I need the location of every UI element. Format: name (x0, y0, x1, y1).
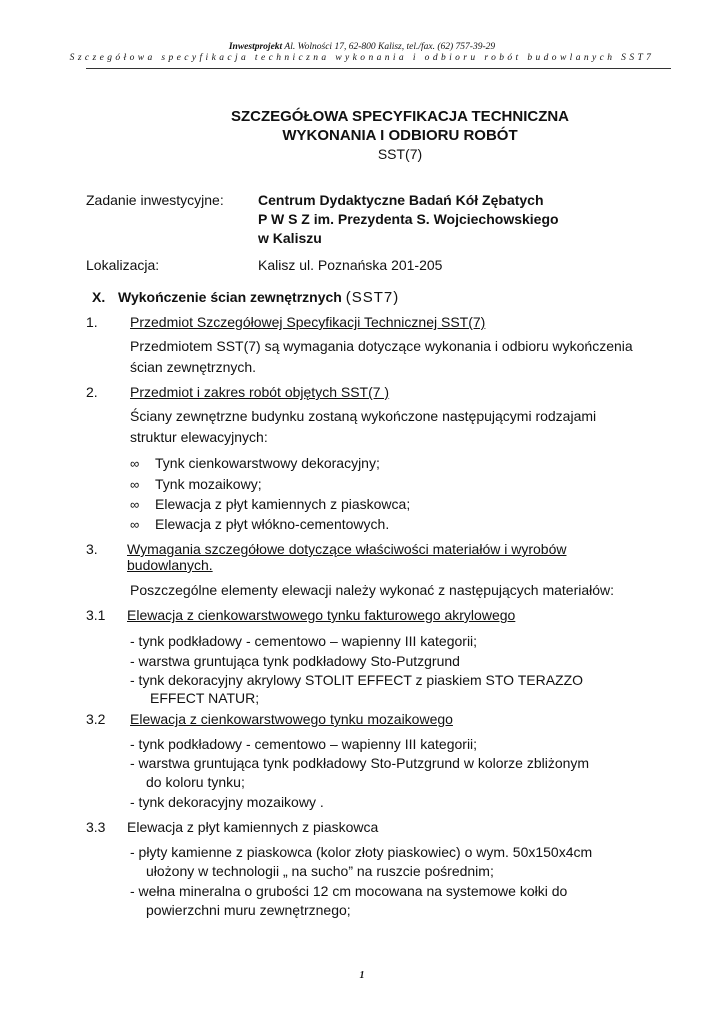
investment-label: Zadanie inwestycyjne: (86, 192, 224, 208)
location-label: Lokalizacja: (86, 257, 160, 273)
s33-item-1-cont: ułożony w technologii „ na sucho” na ruszcie pośrednim; (146, 863, 494, 879)
s2-bullet-3: Elewacja z płyt kamiennych z piaskowca; (155, 496, 411, 512)
s3-body: Poszczególne elementy elewacji należy wykonać z następujących materiałów: (130, 582, 615, 598)
s2-body-2: struktur elewacyjnych: (130, 429, 268, 445)
s2-body-1: Ściany zewnętrzne budynku zostaną wykończone następującymi rodzajami (130, 408, 597, 424)
bullet-infinity-icon: ∞ (130, 517, 140, 532)
s33-item-2-cont: powierzchni muru zewnętrznego; (146, 902, 351, 918)
s32-item-1: - tynk podkładowy - cementowo – wapienny III kategorii; (130, 736, 478, 752)
company-name: Inwestprojekt (228, 42, 283, 52)
s1-heading: Przedmiot Szczegółowej Specyfikacji Technicznej SST(7) (130, 314, 486, 330)
location-value: Kalisz ul. Poznańska 201-205 (258, 257, 443, 273)
s3-heading-2: budowlanych. (127, 557, 213, 573)
bullet-infinity-icon: ∞ (130, 456, 140, 471)
section-number: X. (92, 289, 106, 305)
s31-heading: Elewacja z cienkowarstwowego tynku fakturowego akrylowego (127, 607, 516, 623)
s3-heading-1: Wymagania szczegółowe dotyczące właściwości materiałów i wyrobów (127, 541, 567, 557)
investment-line-3: w Kaliszu (258, 230, 322, 246)
running-title: Szczegółowa specyfikacja techniczna wykonania i odbioru robót budowlanych SST7 (69, 53, 655, 63)
s2-number: 2. (86, 384, 98, 400)
investment-line-2: P W S Z im. Prezydenta S. Wojciechowskiego (258, 211, 559, 227)
title-line-2: WYKONANIA I ODBIORU ROBÓT (282, 127, 518, 144)
s3-number: 3. (86, 541, 98, 557)
s2-bullet-4: Elewacja z płyt włókno-cementowych. (155, 516, 390, 532)
s31-item-1: - tynk podkładowy - cementowo – wapienny III kategorii; (130, 633, 478, 649)
document-header (0, 42, 724, 52)
s1-body-1: Przedmiotem SST(7) są wymagania dotyczące wykonania i odbioru wykończenia (130, 338, 633, 354)
s2-heading: Przedmiot i zakres robót objętych SST(7 ) (130, 384, 390, 400)
s1-number: 1. (86, 314, 98, 330)
header-divider (86, 68, 671, 69)
s33-item-1: - płyty kamienne z piaskowca (kolor złoty piaskowiec) o wym. 50x150x4cm (130, 844, 593, 860)
page-number: 1 (359, 970, 365, 981)
s33-item-2: - wełna mineralna o grubości 12 cm mocowana na systemowe kołki do (130, 883, 568, 899)
bullet-infinity-icon: ∞ (130, 497, 140, 512)
section-title-text: Wykończenie ścian zewnętrznych (118, 289, 342, 305)
company-address: Al. Wolności 17, 62-800 Kalisz, tel./fax. (62) 757-39-29 (284, 42, 496, 52)
section-code: (SST7) (345, 289, 400, 306)
s31-item-3: - tynk dekoracyjny akrylowy STOLIT EFFECT z piaskiem STO TERAZZO (130, 672, 584, 688)
s2-bullet-1: Tynk cienkowarstwowy dekoracyjny; (155, 455, 380, 471)
s1-body-2: ścian zewnętrznych. (130, 359, 257, 375)
title-line-1: SZCZEGÓŁOWA SPECYFIKACJA TECHNICZNA (230, 108, 570, 125)
s2-bullet-2: Tynk mozaikowy; (155, 476, 262, 492)
s32-item-2-cont: do koloru tynku; (146, 774, 245, 790)
s31-item-2: - warstwa gruntująca tynk podkładowy Sto-Putzgrund (130, 653, 460, 669)
s32-item-3: - tynk dekoracyjny mozaikowy . (130, 794, 324, 810)
s31-item-3-cont: EFFECT NATUR; (150, 690, 260, 706)
investment-line-1: Centrum Dydaktyczne Badań Kół Zębatych (258, 192, 544, 208)
s32-number: 3.2 (86, 711, 106, 727)
s31-number: 3.1 (86, 607, 106, 623)
s32-heading: Elewacja z cienkowarstwowego tynku mozaikowego (130, 711, 453, 727)
bullet-infinity-icon: ∞ (130, 477, 140, 492)
s32-item-2: - warstwa gruntująca tynk podkładowy Sto-Putzgrund w kolorze zbliżonym (130, 755, 590, 771)
section-title (118, 289, 399, 306)
title-code: SST(7) (377, 146, 423, 162)
s33-heading: Elewacja z płyt kamiennych z piaskowca (127, 819, 379, 835)
s33-number: 3.3 (86, 819, 106, 835)
